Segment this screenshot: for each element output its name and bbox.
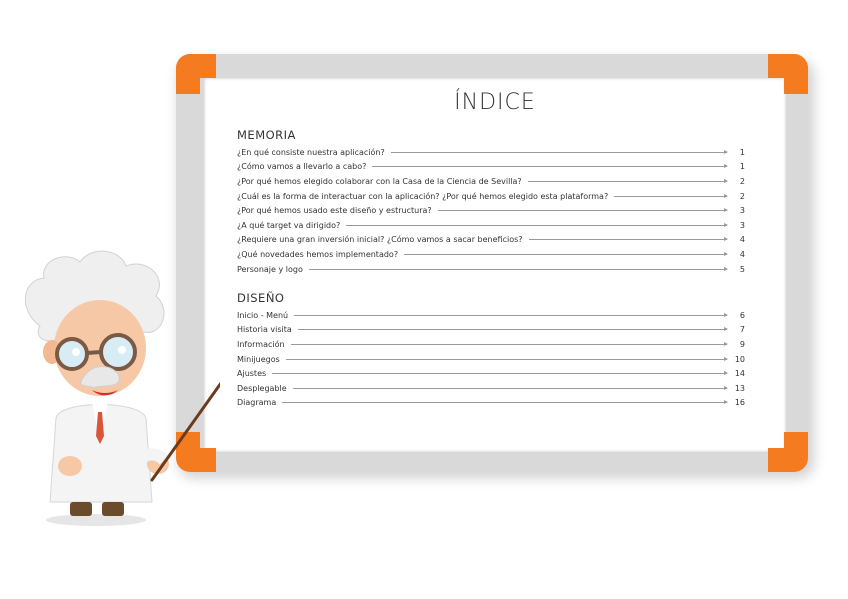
toc-entry[interactable]	[237, 233, 745, 248]
toc-entry-title: Inicio - Menú	[237, 310, 289, 320]
toc-entry[interactable]	[237, 396, 745, 411]
toc-entry-page: 5	[739, 264, 745, 274]
toc-entry-page: 4	[739, 235, 745, 245]
toc-entry-page: 1	[739, 162, 745, 172]
toc-entry[interactable]	[237, 247, 745, 262]
leader-arrow	[529, 239, 728, 240]
leader-arrow	[346, 225, 727, 226]
toc-entry-page: 13	[734, 383, 745, 393]
toc-entry-page: 9	[739, 339, 745, 349]
page-title: ÍNDICE	[454, 90, 536, 115]
toc-entry-title: ¿Qué novedades hemos implementado?	[237, 249, 399, 259]
toc-entry[interactable]	[237, 352, 745, 367]
toc-entry-title: ¿Cuál es la forma de interactuar con la aplicación? ¿Por qué hemos elegido esta plataforma?	[237, 191, 609, 201]
leader-arrow	[614, 196, 727, 197]
toc-entry[interactable]	[237, 381, 745, 396]
toc-entry-page: 7	[739, 325, 745, 335]
leader-arrow	[391, 152, 727, 153]
leader-arrow	[528, 181, 727, 182]
toc-entry-title: Ajustes	[237, 369, 267, 379]
toc-entry-title: ¿A qué target va dirigido?	[237, 220, 341, 230]
shoe-left	[70, 502, 92, 516]
toc-entry-page: 2	[739, 191, 745, 201]
toc-entry[interactable]	[237, 174, 745, 189]
toc-entry-title: ¿Por qué hemos usado este diseño y estructura?	[237, 206, 432, 216]
toc-entry[interactable]	[237, 203, 745, 218]
toc-entry-page: 2	[739, 176, 745, 186]
toc-entry-title: Desplegable	[237, 383, 287, 393]
leader-arrow	[272, 373, 727, 374]
leader-arrow	[438, 210, 727, 211]
leader-arrow	[298, 329, 727, 330]
toc-entry[interactable]	[237, 189, 745, 204]
toc-entry-title: Personaje y logo	[237, 264, 303, 274]
toc-entry-title: ¿Requiere una gran inversión inicial? ¿Cómo vamos a sacar beneficios?	[237, 235, 523, 245]
toc-entry[interactable]	[237, 323, 745, 338]
toc-list-memoria	[237, 145, 745, 276]
toc-entry[interactable]	[237, 308, 745, 323]
toc-entry-page: 16	[734, 398, 745, 408]
toc-entry-page: 1	[739, 147, 745, 157]
section-heading-memoria: MEMORIA	[237, 128, 296, 142]
leader-arrow	[291, 344, 727, 345]
leader-arrow	[282, 402, 727, 403]
professor-character-illustration	[0, 240, 220, 540]
toc-entry-page: 3	[739, 220, 745, 230]
toc-entry-page: 10	[734, 354, 745, 364]
toc-entry[interactable]	[237, 145, 745, 160]
toc-entry[interactable]	[237, 218, 745, 233]
toc-entry-title: ¿Por qué hemos elegido colaborar con la Casa de la Ciencia de Sevilla?	[237, 176, 522, 186]
toc-entry-title: ¿Cómo vamos a llevarlo a cabo?	[237, 162, 367, 172]
leader-arrow	[372, 166, 727, 167]
toc-entry[interactable]	[237, 337, 745, 352]
toc-entry-title: Información	[237, 339, 285, 349]
toc-entry-page: 14	[734, 369, 745, 379]
toc-list-diseno	[237, 308, 745, 410]
toc-entry-page: 3	[739, 206, 745, 216]
toc-entry-title: Minijuegos	[237, 354, 280, 364]
toc-entry-title: Historia visita	[237, 325, 292, 335]
leader-arrow	[404, 254, 727, 255]
leader-arrow	[309, 269, 727, 270]
toc-entry-page: 6	[739, 310, 745, 320]
section-heading-diseno: DISEÑO	[237, 291, 285, 305]
toc-entry-title: Diagrama	[237, 398, 277, 408]
toc-entry[interactable]	[237, 160, 745, 175]
leader-arrow	[293, 388, 727, 389]
leader-arrow	[294, 315, 727, 316]
toc-entry-title: ¿En qué consiste nuestra aplicación?	[237, 147, 385, 157]
shoe-right	[102, 502, 124, 516]
toc-entry[interactable]	[237, 366, 745, 381]
leader-arrow	[286, 359, 727, 360]
toc-entry[interactable]	[237, 262, 745, 277]
hand-left	[58, 456, 82, 476]
pointer-stick	[152, 376, 220, 480]
toc-entry-page: 4	[739, 249, 745, 259]
